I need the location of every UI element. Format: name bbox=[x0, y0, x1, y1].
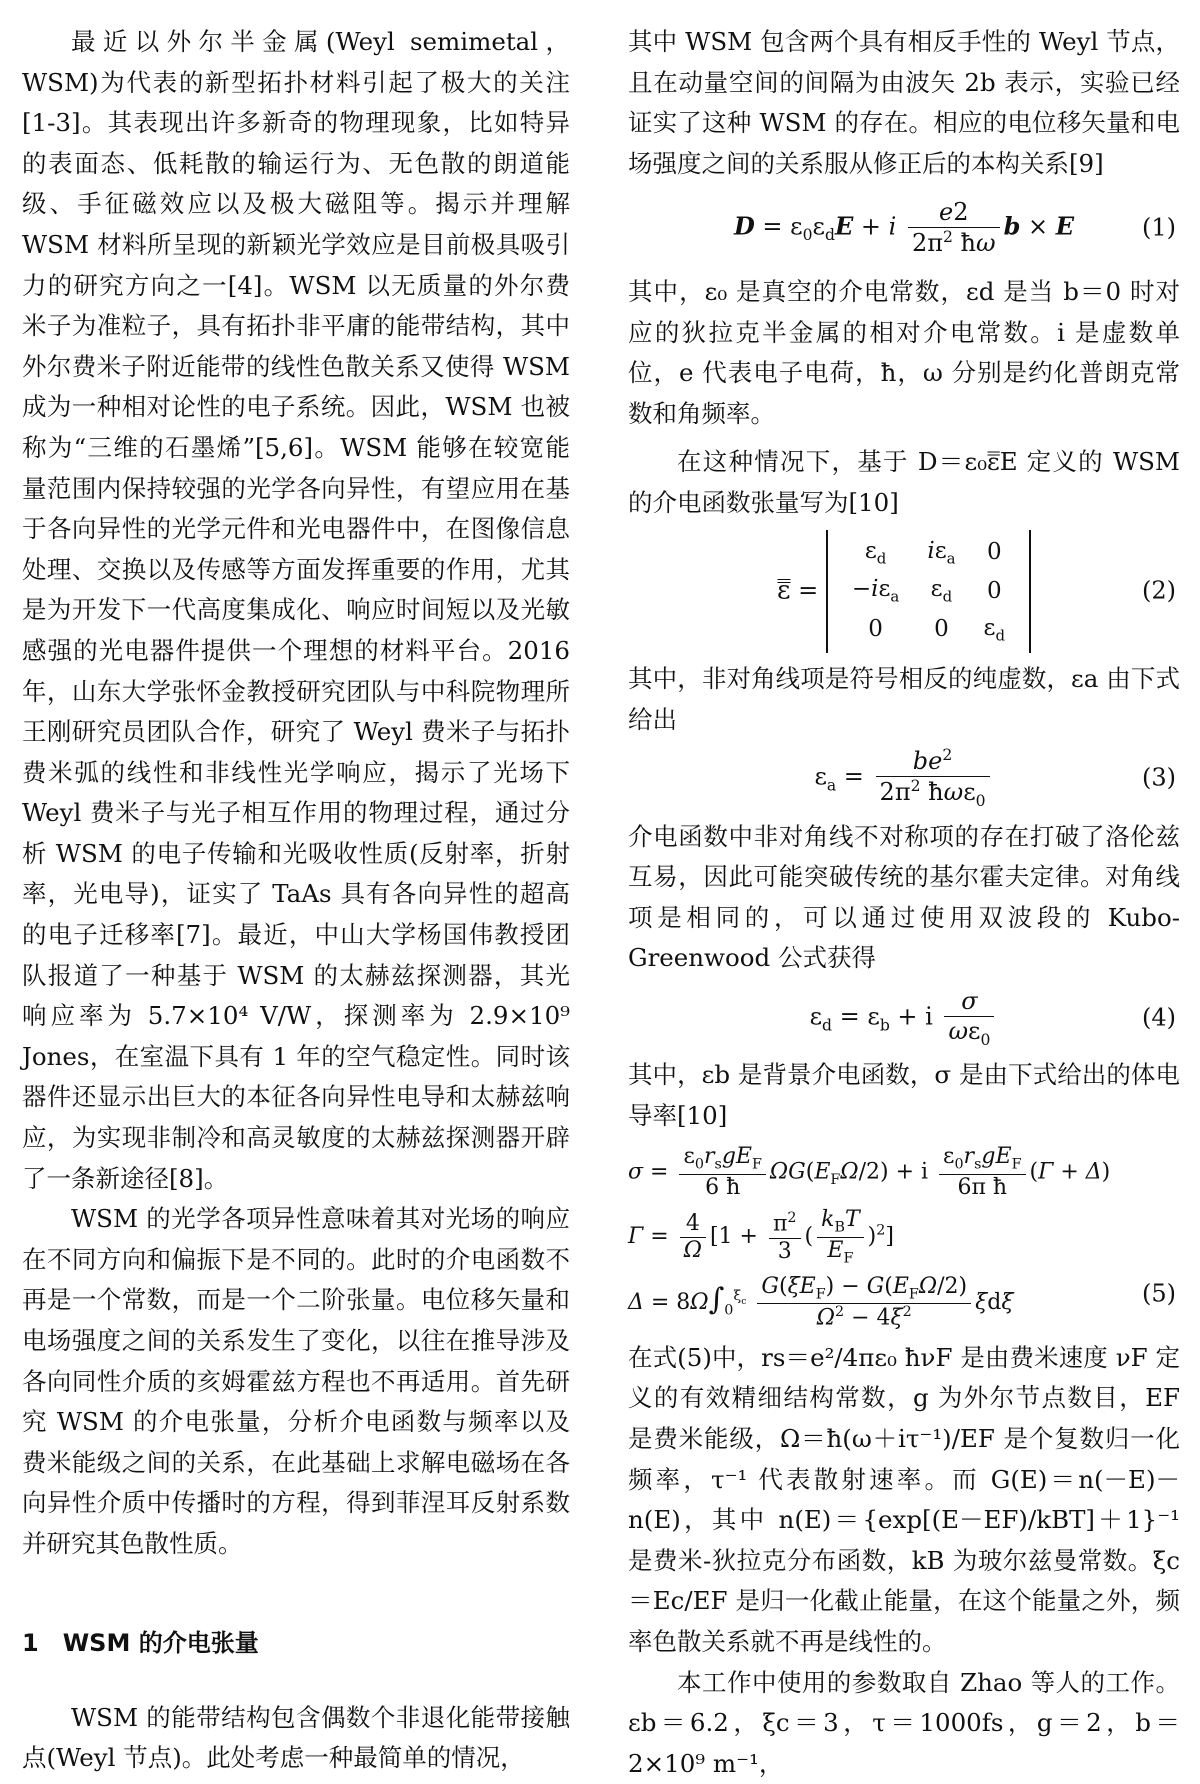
paragraph-parameters: 本工作中使用的参数取自 Zhao 等人的工作。εb＝6.2，ξc＝3，τ＝1000fs，g＝2，b＝2×10⁹ m⁻¹， bbox=[628, 1667, 1180, 1778]
equation-5-delta: $\Delta = 8\Omega\int_0^{\xi_c}$ $\frac{G(\xi E_F) - G(E_F\Omega/2)}{\Omega^2 - 4\xi^2}$ ξdξ bbox=[628, 1273, 1014, 1331]
equation-1: $D = \varepsilon_0\varepsilon_dE + i$ $\frac{e2}{2\pi^2 ħ\omega}$ b × E (1) bbox=[733, 198, 1176, 258]
paragraph-reciprocity: 介电函数中非对角线不对称项的存在打破了洛伦兹互易，因此可能突破传统的基尔霍夫定律。对角线项是相同的，可以通过使用双波段的 Kubo-Greenwood 公式获得 bbox=[628, 821, 1180, 973]
equation-5 bbox=[628, 1144, 1180, 1331]
equation-4-number: (4) bbox=[1142, 1003, 1176, 1032]
paragraph-eq5-explanation: 在式(5)中，rs＝e²/4πε₀ ħνF 是由费米速度 νF 定义的有效精细结构常数，g 为外尔节点数目，EF 是费米能级，Ω＝ħ(ω＋iτ⁻¹)/EF 是个复数归一化频率，τ⁻¹ 代表散射速率。而 G(E)＝n(－E)－n(E)，其中 n(E)＝{exp[(E－EF)/kBT]＋1}⁻¹ 是费米-狄拉克分布函数，kB 为玻尔兹曼常数。ξc＝Ec/EF 是归一化截止能量，在这个能量之外，频率色散关系就不再是线性的。 bbox=[628, 1342, 1180, 1656]
left-column bbox=[22, 22, 570, 1779]
paragraph-offdiagonal: 其中，非对角线项是符号相反的纯虚数，εa 由下式给出 bbox=[628, 664, 1180, 734]
paragraph-intro: 最近以外尔半金属(Weyl semimetal，WSM)为代表的新型拓扑材料引起了极大的关注[1-3]。其表现出许多新奇的物理现象，比如特异的表面态、低耗散的输运行为、无色散的朗道能级、手征磁效应以及极大磁阻等。揭示并理解 WSM 材料所呈现的新颖光学效应是目前极具吸引力的研究方向之一[4]。WSM 以无质量的外尔费米子为准粒子，具有拓扑非平庸的能带结构，其中外尔费米子附近能带的线性色散关系又使得 WSM 成为一种相对论性的电子系统。因此，WSM 也被称为“三维的石墨烯”[5,6]。WSM 能够在较宽能量范围内保持较强的光学各向异性，有望应用在基于各向异性的光学元件和光电器件中，在图像信息处理、交换以及传感等方面发挥重要的作用，尤其是为开发下一代高度集成化、响应时间短以及光敏感强的光电器件提供一个理想的材料平台。2016 年，山东大学张怀金教授研究团队与中科院物理所王刚研究员团队合作，研究了 Weyl 费米子与拓扑费米弧的线性和非线性光学响应，揭示了光场下 Weyl 费米子与光子相互作用的物理过程，通过分析 WSM 的电子传输和光吸收性质(反射率，折射率，光电导)，证实了 TaAs 具有各向异性的超高的电子迁移率[7]。最近，中山大学杨国伟教授团队报道了一种基于 WSM 的太赫兹探测器，其光响应率为 5.7×10⁴ V/W，探测率为 2.9×10⁹ Jones，在室温下具有 1 年的空气稳定性。同时该器件还显示出巨大的本征各向异性电导和太赫兹响应，为实现非制冷和高灵敏度的太赫兹探测器开辟了一条新途径[8]。 bbox=[22, 27, 570, 1193]
paragraph-conductivity: 其中，εb 是背景介电函数，σ 是由下式给出的体电导率[10] bbox=[628, 1060, 1180, 1130]
paragraph-section1: WSM 的能带结构包含偶数个非退化能带接触点(Weyl 节点)。此处考虑一种最简单的情况， bbox=[22, 1702, 570, 1773]
equation-4: $\varepsilon_d = \varepsilon_b + i$ $\frac{\sigma}{\omega\varepsilon_0}$ (4) bbox=[809, 986, 1176, 1049]
paragraph-weyl-nodes: 其中 WSM 包含两个具有相反手性的 Weyl 节点，且在动量空间的间隔为由波矢 2b 表示，实验已经证实了这种 WSM 的存在。相应的电位移矢量和电场强度之间的关系服从修正后的本构关系[9] bbox=[628, 27, 1180, 178]
equation-2-number: (2) bbox=[1142, 576, 1176, 605]
equation-3: $\varepsilon_a$ = $\frac{be^2}{2\pi^2 ħ\omega\varepsilon_0}$ (3) bbox=[814, 746, 1176, 810]
equation-5-number: (5) bbox=[1142, 1279, 1176, 1308]
right-column bbox=[628, 22, 1180, 1784]
paragraph-constants: 其中，ε₀ 是真空的介电常数，εd 是当 b＝0 时对应的狄拉克半金属的相对介电常数。i 是虚数单位，e 代表电子电荷，ħ，ω 分别是约化普朗克常数和角频率。 bbox=[628, 276, 1180, 428]
section-heading: 1 WSM 的介电张量 bbox=[22, 1628, 259, 1657]
paragraph-anisotropy: WSM 的光学各项异性意味着其对光场的响应在不同方向和偏振下是不同的。此时的介电函数不再是一个常数，而是一个二阶张量。电位移矢量和电场强度之间的关系发生了变化，以往在推导涉及各向同性介质的亥姆霍兹方程也不再适用。首先研究 WSM 的介电张量，分析介电函数与频率以及费米能级之间的关系，在此基础上求解电磁场在各向异性介质中传播时的方程，得到菲涅耳反射系数并研究其色散性质。 bbox=[22, 1204, 570, 1558]
paragraph-tensor-intro: 在这种情况下，基于 D＝ε₀ε̿E 定义的 WSM 的介电函数张量写为[10] bbox=[628, 447, 1180, 517]
equation-2: ε̿ = $\varepsilon_d$ $i\varepsilon_a$ 0 $-i\varepsilon_a$ $\varepsilon_d$ 0 0 0 $\varepsilon_d$ (2) bbox=[628, 530, 1180, 654]
equation-3-number: (3) bbox=[1142, 764, 1176, 793]
equation-1-number: (1) bbox=[1142, 213, 1176, 242]
dielectric-tensor-matrix: $\varepsilon_d$ $i\varepsilon_a$ 0 $-i\varepsilon_a$ $\varepsilon_d$ 0 0 0 $\varepsilon_d$ bbox=[826, 530, 1031, 654]
equation-5-sigma: σ = $\frac{\varepsilon_0r_sgE_F}{6 ħ}$ $\Omega G(E_F\Omega/2) + i$ $\frac{\varepsilon_0r_sgE_F}{\text{6π ħ}}$ (Γ + Δ) bbox=[628, 1144, 1111, 1201]
equation-5-gamma: Γ = $\frac{4}{\Omega}$ [1 + $\frac{\pi^2}{3}$ ( $\frac{k_BT}{E_F}$ )$^2$] bbox=[628, 1207, 894, 1267]
